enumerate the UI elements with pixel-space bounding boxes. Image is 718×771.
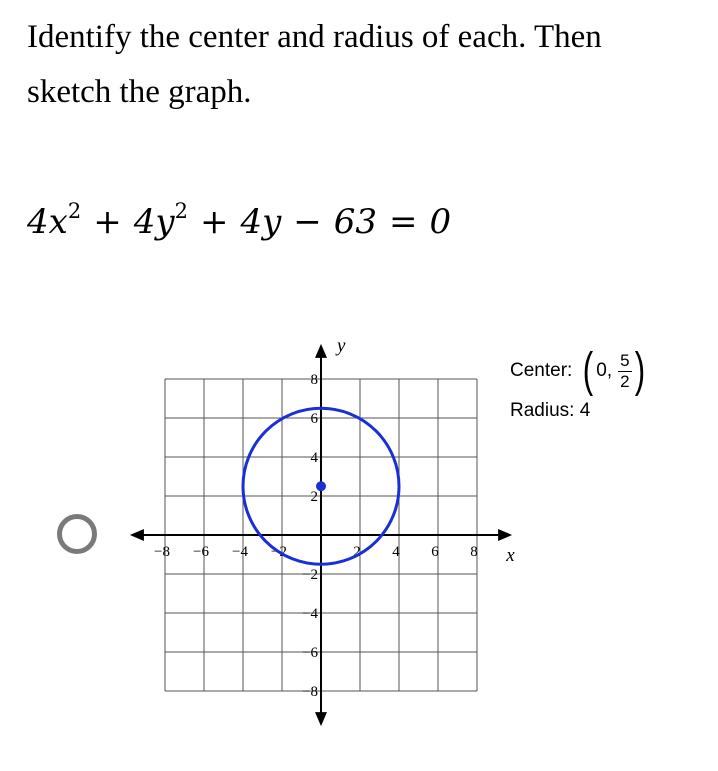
y-tick-label: 2 (310, 489, 318, 505)
y-tick-label: 8 (310, 372, 318, 388)
y-axis-arrow-down-icon (315, 712, 327, 726)
instructions-line-1: Identify the center and radius of each. Then (27, 19, 602, 55)
coordinate-graph (120, 330, 520, 730)
term-1-exponent: 2 (67, 199, 82, 223)
center-label: Center: (510, 360, 573, 381)
radius-value: 4 (579, 400, 591, 421)
x-tick-label: 2 (353, 544, 361, 560)
x-axis-arrow-right-icon (498, 529, 512, 541)
circle-center-point (316, 481, 326, 491)
x-axis-label: x (506, 545, 515, 566)
y-axis-arrow-up-icon (315, 344, 327, 358)
instructions (27, 10, 718, 120)
x-tick-label: −8 (154, 544, 170, 560)
term-1-coefficient: 4 (27, 202, 49, 242)
x-tick-label: −2 (271, 544, 287, 560)
term-2-coefficient: 4 (133, 202, 156, 242)
answer-info (510, 344, 648, 422)
x-axis-arrow-left-icon (130, 529, 144, 541)
term-2-variable: y (155, 202, 175, 242)
y-tick-label: −4 (302, 606, 318, 622)
center-row (510, 344, 648, 398)
x-tick-label: −4 (232, 544, 248, 560)
y-axis-label: y (337, 335, 346, 357)
center-y-denominator: 2 (620, 371, 630, 391)
center-x: 0, (596, 360, 613, 381)
operator-plus-2: + (199, 202, 229, 242)
y-tick-label: −6 (302, 645, 318, 661)
y-tick-label: −8 (302, 684, 318, 700)
term-1-variable: x (48, 202, 68, 242)
right-paren: ) (634, 344, 645, 397)
left-paren: ( (583, 344, 594, 397)
term-3: 4y (240, 202, 282, 242)
radius-label: Radius: (510, 400, 575, 421)
instructions-line-2: sketch the graph. (27, 74, 252, 110)
equation-rhs: 0 (429, 202, 452, 242)
answer-radio-button[interactable] (57, 514, 97, 554)
term-4-constant: 63 (333, 202, 378, 242)
operator-equals: = (389, 202, 418, 242)
operator-plus-1: + (93, 202, 122, 242)
x-tick-label: −6 (193, 544, 209, 560)
x-tick-label: 4 (392, 544, 400, 560)
y-tick-label: −2 (302, 567, 318, 583)
equation (27, 186, 451, 247)
y-tick-label: 6 (310, 411, 318, 427)
x-tick-label: 8 (470, 544, 478, 560)
center-y-numerator: 5 (620, 350, 630, 370)
center-y-fraction (618, 351, 631, 392)
y-tick-label: 4 (310, 450, 318, 466)
operator-minus: − (293, 202, 322, 242)
x-tick-label: 6 (431, 544, 439, 560)
radius-row (510, 400, 648, 422)
term-2-exponent: 2 (174, 199, 188, 223)
